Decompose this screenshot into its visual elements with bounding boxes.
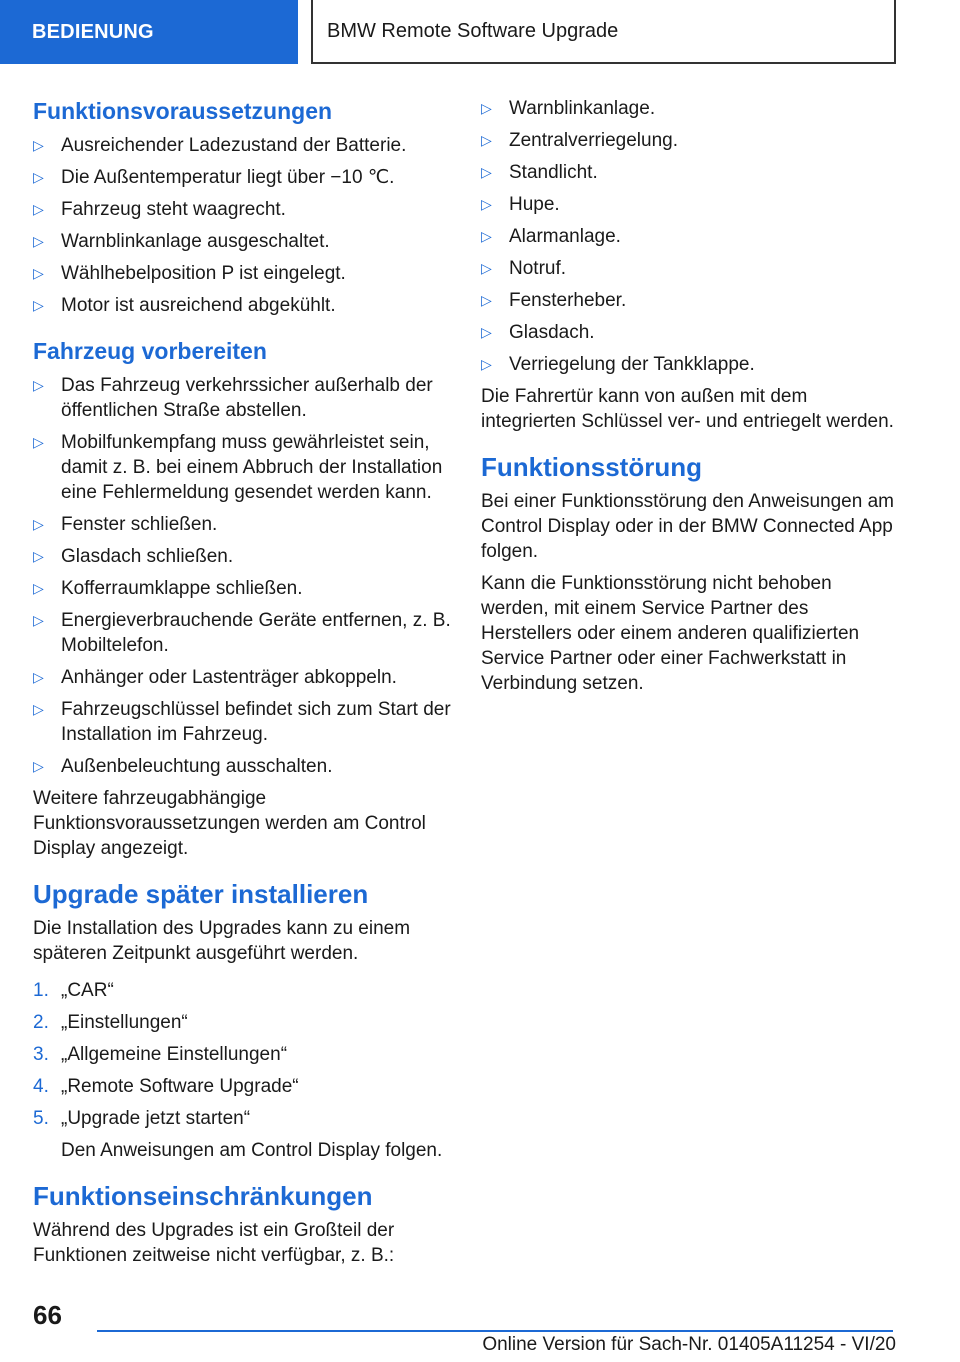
triangle-bullet-icon: ▷ bbox=[33, 233, 44, 249]
bullet-list bbox=[33, 373, 453, 779]
triangle-bullet-icon: ▷ bbox=[481, 356, 492, 372]
list-item: ▷ Anhänger oder Lastenträger abkoppeln. bbox=[33, 667, 397, 688]
triangle-bullet-icon: ▷ bbox=[33, 377, 44, 393]
triangle-bullet-icon: ▷ bbox=[33, 265, 44, 281]
step-number: 3. bbox=[33, 1044, 49, 1065]
list-item: ▷ Alarmanlage. bbox=[481, 226, 621, 247]
triangle-bullet-icon: ▷ bbox=[33, 201, 44, 217]
footer-divider bbox=[97, 1330, 893, 1332]
paragraph: Während des Upgrades ist ein Großteil der Funktionen zeitweise nicht verfügbar, z. B.: bbox=[33, 1220, 395, 1266]
triangle-bullet-icon: ▷ bbox=[33, 297, 44, 313]
triangle-bullet-icon: ▷ bbox=[33, 548, 44, 564]
paragraph: Weitere fahrzeugabhängige Funktionsvoraussetzungen werden am Control Display angezeigt. bbox=[33, 788, 426, 859]
step-number: 5. bbox=[33, 1108, 49, 1129]
section-heading: Upgrade später installieren bbox=[33, 879, 369, 909]
list-item: ▷ Motor ist ausreichend abgekühlt. bbox=[33, 295, 336, 316]
list-item: ▷ Fensterheber. bbox=[481, 290, 627, 311]
triangle-bullet-icon: ▷ bbox=[33, 580, 44, 596]
step-note: Den Anweisungen am Control Display folgen. bbox=[61, 1140, 443, 1161]
steps-list bbox=[33, 978, 453, 1131]
section-heading: Funktionseinschränkungen bbox=[33, 1181, 373, 1211]
list-item: ▷ Ausreichender Ladezustand der Batterie. bbox=[33, 135, 407, 156]
triangle-bullet-icon: ▷ bbox=[33, 701, 44, 717]
triangle-bullet-icon: ▷ bbox=[481, 292, 492, 308]
section-heading: Funktionsvoraussetzungen bbox=[33, 98, 333, 124]
triangle-bullet-icon: ▷ bbox=[33, 669, 44, 685]
step-item: 5. „Upgrade jetzt starten“ bbox=[33, 1108, 251, 1129]
step-item: 4. „Remote Software Upgrade“ bbox=[33, 1076, 299, 1097]
list-item: ▷ Hupe. bbox=[481, 194, 560, 215]
list-item: ▷ Das Fahrzeug verkehrssicher außerhalb der öffentlichen Straße abstellen. bbox=[33, 375, 433, 421]
list-item: ▷ Fahrzeug steht waagrecht. bbox=[33, 199, 286, 220]
section-fahrzeug-vorbereiten bbox=[33, 336, 453, 861]
list-item: ▷ Warnblinkanlage ausgeschaltet. bbox=[33, 231, 330, 252]
list-item: ▷ Notruf. bbox=[481, 258, 567, 279]
triangle-bullet-icon: ▷ bbox=[33, 758, 44, 774]
list-item: ▷ Zentralverriegelung. bbox=[481, 130, 678, 151]
page-number: 66 bbox=[33, 1300, 62, 1330]
section-funktionsstoerung bbox=[481, 452, 897, 696]
left-column bbox=[33, 96, 453, 1286]
step-number: 2. bbox=[33, 1012, 49, 1033]
triangle-bullet-icon: ▷ bbox=[33, 516, 44, 532]
step-number: 4. bbox=[33, 1076, 49, 1097]
triangle-bullet-icon: ▷ bbox=[33, 169, 44, 185]
bullet-list bbox=[33, 133, 453, 318]
section-funktionsvoraussetzungen bbox=[33, 96, 453, 318]
triangle-bullet-icon: ▷ bbox=[481, 196, 492, 212]
page-header-title bbox=[311, 0, 896, 64]
triangle-bullet-icon: ▷ bbox=[33, 434, 44, 450]
paragraph: Kann die Funktionsstörung nicht behoben werden, mit einem Service Partner des Herstellers oder einem anderen qualifizierten Service Partner oder einer Fachwerkstatt in Verbindung setzen. bbox=[481, 573, 860, 694]
bullet-list bbox=[481, 96, 897, 377]
triangle-bullet-icon: ▷ bbox=[33, 137, 44, 153]
section-tab bbox=[0, 0, 298, 64]
section-heading: Fahrzeug vorbereiten bbox=[33, 338, 267, 364]
step-item: 1. „CAR“ bbox=[33, 980, 114, 1001]
step-item: 2. „Einstellungen“ bbox=[33, 1012, 188, 1033]
triangle-bullet-icon: ▷ bbox=[481, 260, 492, 276]
step-number: 1. bbox=[33, 980, 49, 1001]
list-item: ▷ Außenbeleuchtung ausschalten. bbox=[33, 756, 333, 777]
triangle-bullet-icon: ▷ bbox=[33, 612, 44, 628]
list-item: ▷ Kofferraumklappe schließen. bbox=[33, 578, 303, 599]
section-upgrade-spaeter bbox=[33, 879, 453, 1163]
list-item: ▷ Fenster schließen. bbox=[33, 514, 218, 535]
list-item: ▷ Fahrzeugschlüssel befindet sich zum Start der Installation im Fahrzeug. bbox=[33, 699, 451, 745]
footer-text: Online Version für Sach-Nr. 01405A11254 - VI/20 bbox=[482, 1334, 896, 1355]
list-item: ▷ Verriegelung der Tankklappe. bbox=[481, 354, 755, 375]
section-tab-label: BEDIENUNG bbox=[32, 20, 154, 43]
list-item: ▷ Wählhebelposition P ist eingelegt. bbox=[33, 263, 346, 284]
triangle-bullet-icon: ▷ bbox=[481, 100, 492, 116]
right-column bbox=[481, 96, 897, 714]
section-funktionseinschraenkungen bbox=[33, 1181, 453, 1268]
paragraph: Die Fahrertür kann von außen mit dem integrierten Schlüssel ver- und entriegelt werden. bbox=[481, 386, 894, 432]
paragraph: Bei einer Funktionsstörung den Anweisungen am Control Display oder in der BMW Connected App folgen. bbox=[481, 491, 894, 562]
list-item: ▷ Die Außentemperatur liegt über −10 ℃. bbox=[33, 167, 395, 188]
page-header-title-text: BMW Remote Software Upgrade bbox=[327, 19, 619, 42]
list-item: ▷ Glasdach. bbox=[481, 322, 595, 343]
triangle-bullet-icon: ▷ bbox=[481, 164, 492, 180]
list-item: ▷ Glasdach schließen. bbox=[33, 546, 234, 567]
step-item: 3. „Allgemeine Einstellungen“ bbox=[33, 1044, 288, 1065]
list-item: ▷ Energieverbrauchende Geräte entfernen, z. B. Mobiltelefon. bbox=[33, 610, 451, 656]
triangle-bullet-icon: ▷ bbox=[481, 324, 492, 340]
list-item: ▷ Mobilfunkempfang muss gewährleistet sein, damit z. B. bei einem Abbruch der Installation eine Fehlermeldung gesendet werden kann. bbox=[33, 432, 443, 503]
section-heading: Funktionsstörung bbox=[481, 452, 702, 482]
paragraph: Die Installation des Upgrades kann zu einem späteren Zeitpunkt ausgeführt werden. bbox=[33, 918, 411, 964]
list-item: ▷ Warnblinkanlage. bbox=[481, 98, 656, 119]
triangle-bullet-icon: ▷ bbox=[481, 132, 492, 148]
triangle-bullet-icon: ▷ bbox=[481, 228, 492, 244]
list-item: ▷ Standlicht. bbox=[481, 162, 598, 183]
